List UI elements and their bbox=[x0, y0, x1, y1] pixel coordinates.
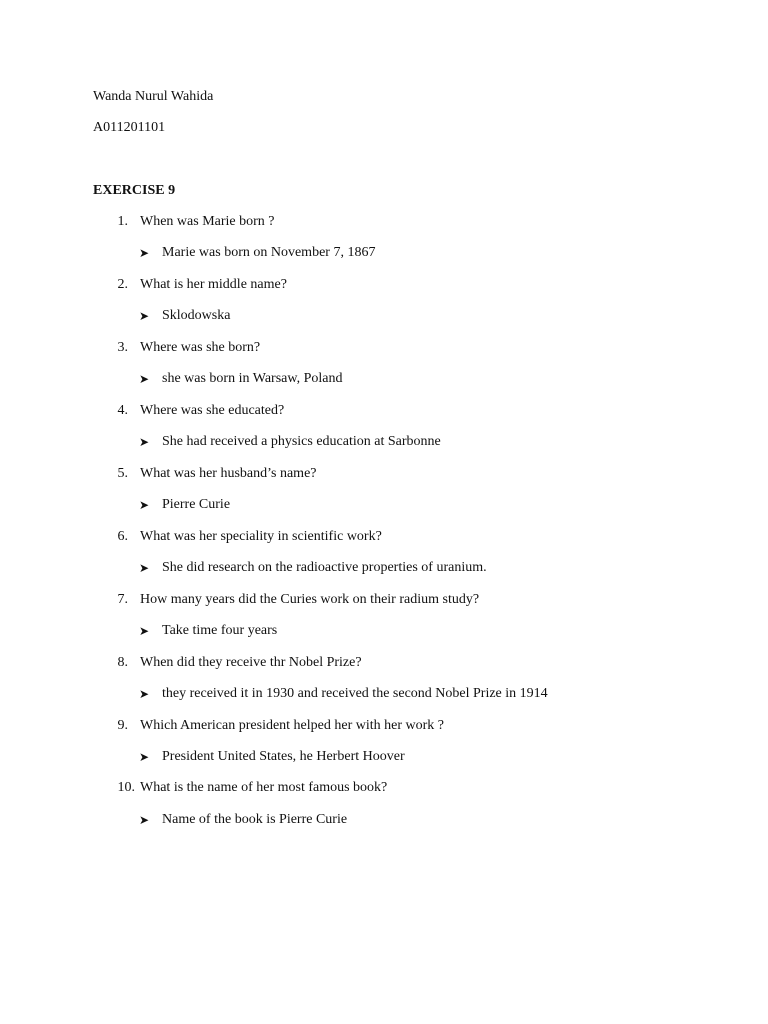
question-text: How many years did the Curies work on their radium study? bbox=[140, 592, 480, 607]
question-number: 6. bbox=[117, 529, 128, 544]
student-id: A011201101 bbox=[93, 120, 166, 135]
answer-text: Marie was born on November 7, 1867 bbox=[162, 245, 376, 260]
answer-text: She had received a physics education at Sarbonne bbox=[162, 434, 441, 449]
exercise-heading: EXERCISE 9 bbox=[93, 183, 176, 198]
question-text: What was her husband’s name? bbox=[140, 466, 317, 481]
question-number: 9. bbox=[117, 718, 128, 733]
question-text: What is her middle name? bbox=[140, 277, 287, 292]
arrowhead-bullet-icon: ➤ bbox=[139, 372, 150, 386]
answer-text: they received it in 1930 and received the second Nobel Prize in 1914 bbox=[162, 686, 548, 701]
question-number: 8. bbox=[117, 655, 128, 670]
question-text: Where was she educated? bbox=[140, 403, 285, 418]
question-number: 4. bbox=[117, 403, 128, 418]
question-number: 1. bbox=[117, 214, 128, 229]
answer-text: Pierre Curie bbox=[162, 497, 231, 512]
question-text: When was Marie born ? bbox=[140, 214, 275, 229]
question-number: 2. bbox=[117, 277, 128, 292]
arrowhead-bullet-icon: ➤ bbox=[139, 309, 150, 323]
question-text: Which American president helped her with her work ? bbox=[140, 718, 445, 733]
arrowhead-bullet-icon: ➤ bbox=[139, 624, 150, 638]
arrowhead-bullet-icon: ➤ bbox=[139, 750, 150, 764]
answer-text: she was born in Warsaw, Poland bbox=[162, 371, 343, 386]
arrowhead-bullet-icon: ➤ bbox=[139, 561, 150, 575]
question-text: Where was she born? bbox=[140, 340, 261, 355]
arrowhead-bullet-icon: ➤ bbox=[139, 687, 150, 701]
arrowhead-bullet-icon: ➤ bbox=[139, 498, 150, 512]
question-number: 3. bbox=[117, 340, 128, 355]
answer-text: Name of the book is Pierre Curie bbox=[162, 812, 348, 827]
answer-text: Take time four years bbox=[162, 623, 278, 638]
question-number: 7. bbox=[117, 592, 128, 607]
question-text: What is the name of her most famous book? bbox=[140, 780, 388, 795]
author-name: Wanda Nurul Wahida bbox=[93, 89, 214, 104]
arrowhead-bullet-icon: ➤ bbox=[139, 435, 150, 449]
arrowhead-bullet-icon: ➤ bbox=[139, 813, 150, 827]
arrowhead-bullet-icon: ➤ bbox=[139, 246, 150, 260]
answer-text: Sklodowska bbox=[162, 308, 231, 323]
question-number: 10. bbox=[117, 780, 135, 795]
answer-text: President United States, he Herbert Hoover bbox=[162, 749, 405, 764]
answer-text: She did research on the radioactive properties of uranium. bbox=[162, 560, 487, 575]
question-text: When did they receive thr Nobel Prize? bbox=[140, 655, 362, 670]
question-number: 5. bbox=[117, 466, 128, 481]
question-text: What was her speciality in scientific work? bbox=[140, 529, 382, 544]
